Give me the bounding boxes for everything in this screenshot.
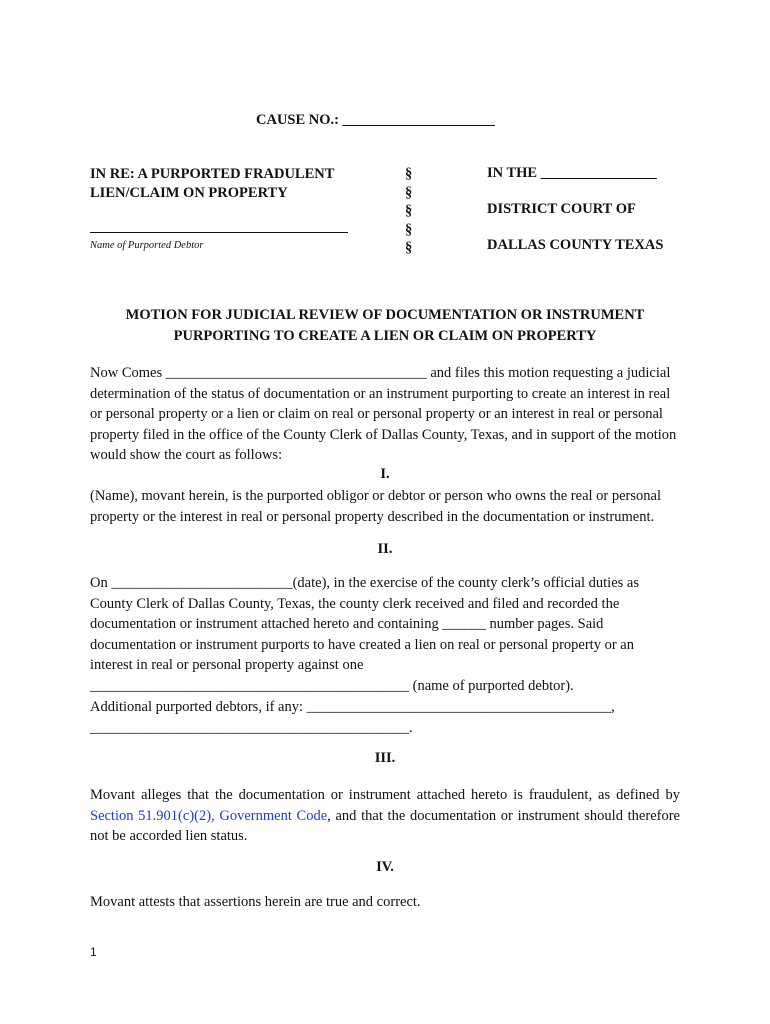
motion-title-line-2: PURPORTING TO CREATE A LIEN OR CLAIM ON PROPERTY	[173, 328, 597, 344]
section-symbol: §	[405, 240, 413, 256]
cause-number: CAUSE NO.: _____________________	[256, 112, 495, 128]
motion-title	[90, 305, 680, 347]
section-heading-4: IV.	[376, 859, 394, 875]
section-symbol: §	[405, 203, 413, 219]
section-3-text	[90, 785, 680, 847]
section-symbol: §	[405, 166, 413, 182]
section-symbols	[405, 165, 412, 258]
in-re-caption	[90, 165, 334, 203]
section-heading-3: III.	[374, 750, 396, 766]
in-re-line-1: IN RE: A PURPORTED FRADULENT	[90, 166, 335, 182]
page-number: 1	[90, 945, 97, 959]
section-heading-1: I.	[380, 466, 390, 482]
government-code-link[interactable]: Section 51.901(c)(2), Government Code	[90, 807, 328, 824]
section-symbol: §	[405, 184, 413, 201]
court-line-1: IN THE ________________	[487, 165, 657, 181]
section-4-text: Movant attests that assertions herein are true and correct.	[90, 894, 421, 910]
section-3-text-start: Movant alleges that the documentation or instrument attached hereto is fraudulent, as defined by	[90, 787, 680, 803]
section-2-text: On _________________________(date), in the exercise of the county clerk’s official duties as County Clerk of Dallas County, Texas, the county clerk received and filed and recorded the documentation or instrument attached hereto and containing ______ number pages. Said documentation or instrument purports to have created a lien on real or personal property or an interest in real or personal property against one	[90, 575, 639, 673]
purported-debtor-line: ____________________________________________ (name of purported debtor).	[90, 678, 574, 694]
additional-debtors-blank: ____________________________________________.	[90, 720, 413, 736]
debtor-name-label: Name of Purported Debtor	[90, 240, 204, 251]
section-heading-2: II.	[377, 541, 393, 557]
debtor-name-blank[interactable]	[90, 232, 348, 233]
court-line-3: DALLAS COUNTY TEXAS	[487, 237, 664, 253]
court-line-2: DISTRICT COURT OF	[487, 201, 636, 217]
motion-title-line-1: MOTION FOR JUDICIAL REVIEW OF DOCUMENTATION OR INSTRUMENT	[125, 307, 645, 323]
section-1-text: (Name), movant herein, is the purported obligor or debtor or person who owns the real or personal property or the interest in real or personal property described in the documentation or instrument.	[90, 488, 661, 525]
in-re-line-2: LIEN/CLAIM ON PROPERTY	[90, 185, 288, 201]
section-3-text-end: , and that the documentation or instrument should therefore not be accorded lien status.	[90, 807, 680, 844]
section-symbol: §	[405, 221, 413, 238]
additional-debtors-line: Additional purported debtors, if any: __________________________________________,	[90, 699, 615, 715]
intro-paragraph: Now Comes ____________________________________ and files this motion requesting a judicial determination of the status of documentation or an instrument purporting to create an interest in real or personal property or a lien or claim on real or personal property or an interest in real or personal property filed in the office of the County Clerk of Dallas County, Texas, and in support of the motion would show the court as follows:	[90, 365, 677, 463]
